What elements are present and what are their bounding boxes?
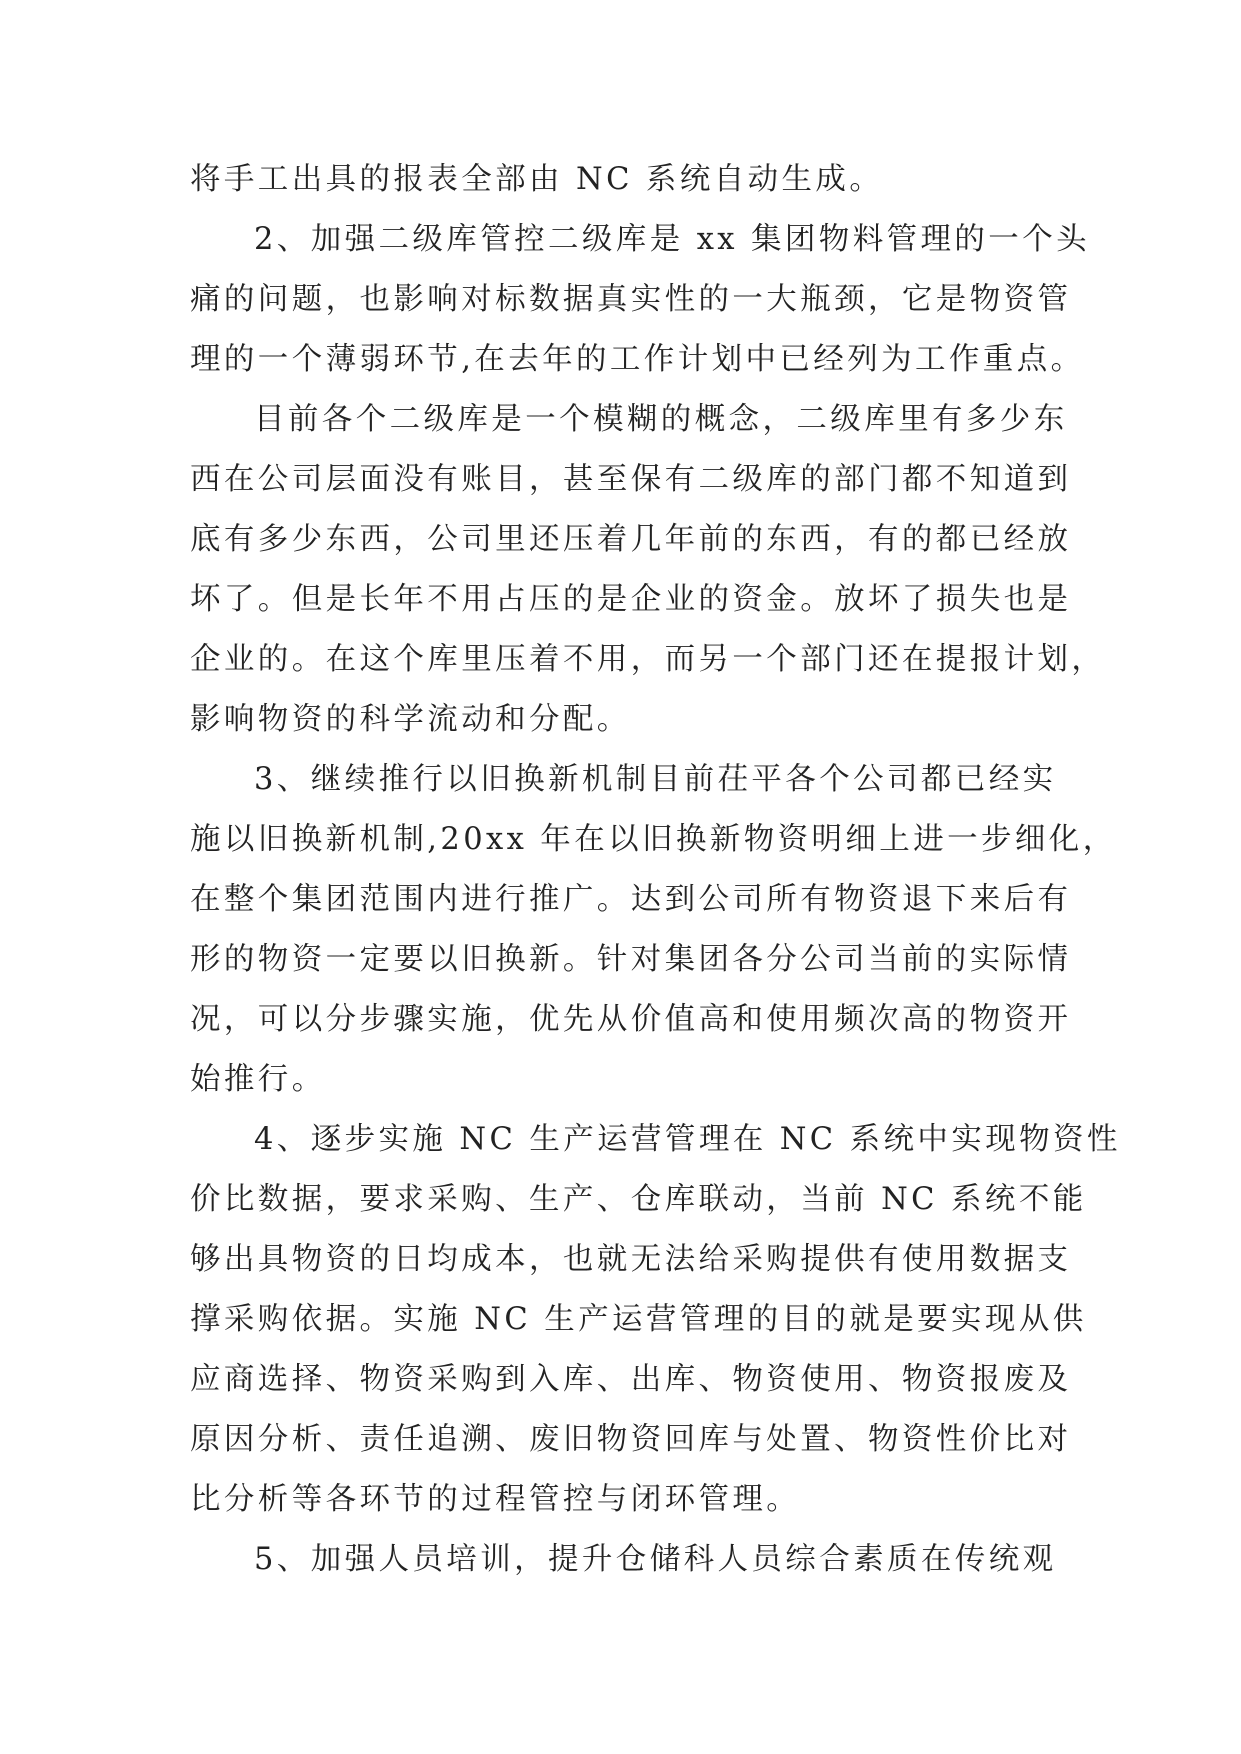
text-line: 应商选择、物资采购到入库、出库、物资使用、物资报废及 xyxy=(190,1362,1072,1397)
text-line: 撑采购依据。实施 NC 生产运营管理的目的就是要实现从供 xyxy=(190,1302,1087,1337)
text-line: 坏了。但是长年不用占压的是企业的资金。放坏了损失也是 xyxy=(190,582,1072,617)
text-line: 5、加强人员培训，提升仓储科人员综合素质在传统观 xyxy=(254,1542,1057,1577)
text-line: 企业的。在这个库里压着不用，而另一个部门还在提报计划， xyxy=(190,642,1106,677)
text-line: 影响物资的科学流动和分配。 xyxy=(190,702,631,737)
text-line: 在整个集团范围内进行推广。达到公司所有物资退下来后有 xyxy=(190,882,1072,917)
text-line: 3、继续推行以旧换新机制目前茌平各个公司都已经实 xyxy=(254,762,1057,797)
text-line: 4、逐步实施 NC 生产运营管理在 NC 系统中实现物资性 xyxy=(254,1122,1121,1157)
text-line: 价比数据，要求采购、生产、仓库联动，当前 NC 系统不能 xyxy=(190,1182,1087,1217)
text-line: 形的物资一定要以旧换新。针对集团各分公司当前的实际情 xyxy=(190,942,1072,977)
document-body xyxy=(190,150,1121,1590)
text-line: 目前各个二级库是一个模糊的概念，二级库里有多少东 xyxy=(254,402,1068,437)
text-line: 西在公司层面没有账目，甚至保有二级库的部门都不知道到 xyxy=(190,462,1072,497)
paragraph-6 xyxy=(190,1530,1057,1590)
text-line: 2、加强二级库管控二级库是 xx 集团物料管理的一个头 xyxy=(254,222,1090,257)
paragraph-1 xyxy=(190,150,1050,210)
text-line: 够出具物资的日均成本，也就无法给采购提供有使用数据支 xyxy=(190,1242,1072,1277)
text-line: 始推行。 xyxy=(190,1062,326,1097)
text-line: 况，可以分步骤实施，优先从价值高和使用频次高的物资开 xyxy=(190,1002,1072,1037)
text-line: 施以旧换新机制,20xx 年在以旧换新物资明细上进一步细化， xyxy=(190,822,1117,857)
text-line: 原因分析、责任追溯、废旧物资回库与处置、物资性价比对 xyxy=(190,1422,1072,1457)
paragraph-2 xyxy=(190,210,1090,390)
text-line: 理的一个薄弱环节,在去年的工作计划中已经列为工作重点。 xyxy=(190,342,1085,377)
paragraph-3 xyxy=(190,390,1106,750)
text-line: 痛的问题，也影响对标数据真实性的一大瓶颈，它是物资管 xyxy=(190,282,1072,317)
text-line: 底有多少东西，公司里还压着几年前的东西，有的都已经放 xyxy=(190,522,1072,557)
text-line: 将手工出具的报表全部由 NC 系统自动生成。 xyxy=(190,162,884,197)
text-line: 比分析等各环节的过程管控与闭环管理。 xyxy=(190,1482,801,1517)
paragraph-4 xyxy=(190,750,1117,1110)
paragraph-5 xyxy=(190,1110,1121,1530)
